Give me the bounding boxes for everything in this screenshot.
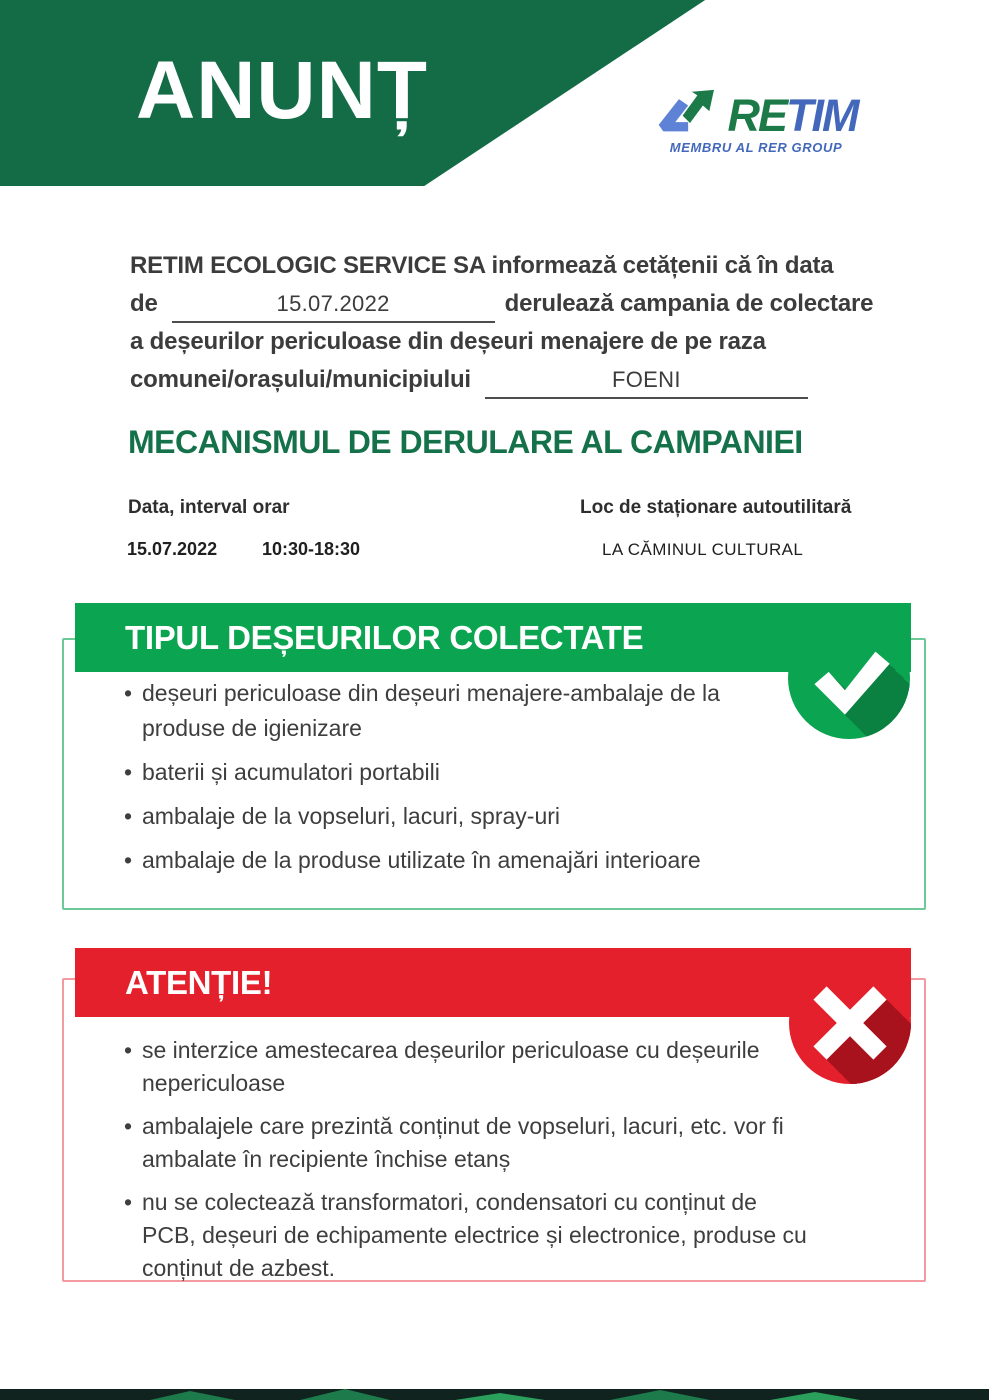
attention-title: ATENȚIE! bbox=[125, 964, 273, 1001]
intro-line-4: comunei/orașului/municipiului FOENI bbox=[130, 361, 935, 399]
check-icon bbox=[788, 617, 910, 739]
recycle-arrows-icon bbox=[655, 88, 725, 136]
intro-line-3: a deșeurilor periculoase din deșeuri menajere de pe raza bbox=[130, 328, 766, 355]
mechanism-title: MECANISMUL DE DERULARE AL CAMPANIEI bbox=[128, 424, 803, 460]
check-badge bbox=[788, 617, 910, 739]
schedule-location-header: Loc de staționare autoutilitară bbox=[580, 497, 852, 518]
collected-header-bar bbox=[75, 603, 911, 672]
collected-item: • ambalaje de la vopseluri, lacuri, spray-uri bbox=[122, 799, 777, 834]
attention-items bbox=[122, 1034, 817, 1295]
collected-item: • baterii și acumulatori portabili bbox=[122, 755, 777, 790]
attention-header-bar bbox=[75, 948, 911, 1017]
attention-item: • se interzice amestecarea deșeurilor periculoase cu deșeurile nepericuloase bbox=[122, 1034, 817, 1100]
collected-item: • deșeuri periculoase din deșeuri menajere-ambalaje de la produse de igienizare bbox=[122, 676, 777, 746]
schedule-location: LA CĂMINUL CULTURAL bbox=[602, 540, 804, 559]
collected-items bbox=[122, 676, 777, 887]
collected-item: • ambalaje de la produse utilizate în amenajări interioare bbox=[122, 843, 777, 878]
schedule-date-header: Data, interval orar bbox=[128, 497, 290, 518]
announcement-title: ANUNȚ bbox=[136, 45, 428, 136]
collected-title: TIPUL DEȘEURILOR COLECTATE bbox=[125, 619, 644, 656]
footer-pattern-icon bbox=[0, 1389, 989, 1400]
locality-blank: FOENI bbox=[485, 362, 808, 399]
attention-item: • ambalajele care prezintă conținut de vopseluri, lacuri, etc. vor fi ambalate în recipiente închise etanș bbox=[122, 1110, 817, 1176]
attention-item: • nu se colectează transformatori, condensatori cu conținut de PCB, deșeuri de echipamente electrice și electronice, produse cu conținut de azbest. bbox=[122, 1186, 817, 1285]
schedule-hours: 10:30-18:30 bbox=[262, 539, 361, 559]
date-blank: 15.07.2022 bbox=[172, 286, 495, 323]
intro-line-1: RETIM ECOLOGIC SERVICE SA informează cetățenii că în data bbox=[130, 252, 834, 279]
brand-re: RE bbox=[727, 89, 787, 141]
footer-strip bbox=[0, 1389, 989, 1400]
intro-line-2: de 15.07.2022 derulează campania de colectare bbox=[130, 285, 935, 323]
intro-paragraph bbox=[130, 247, 935, 399]
brand-wordmark bbox=[727, 89, 858, 141]
schedule-date: 15.07.2022 bbox=[127, 539, 218, 559]
logo-subtitle: MEMBRU AL RER GROUP bbox=[669, 140, 843, 155]
brand-tim: TIM bbox=[786, 89, 858, 141]
retim-logo bbox=[640, 88, 872, 155]
